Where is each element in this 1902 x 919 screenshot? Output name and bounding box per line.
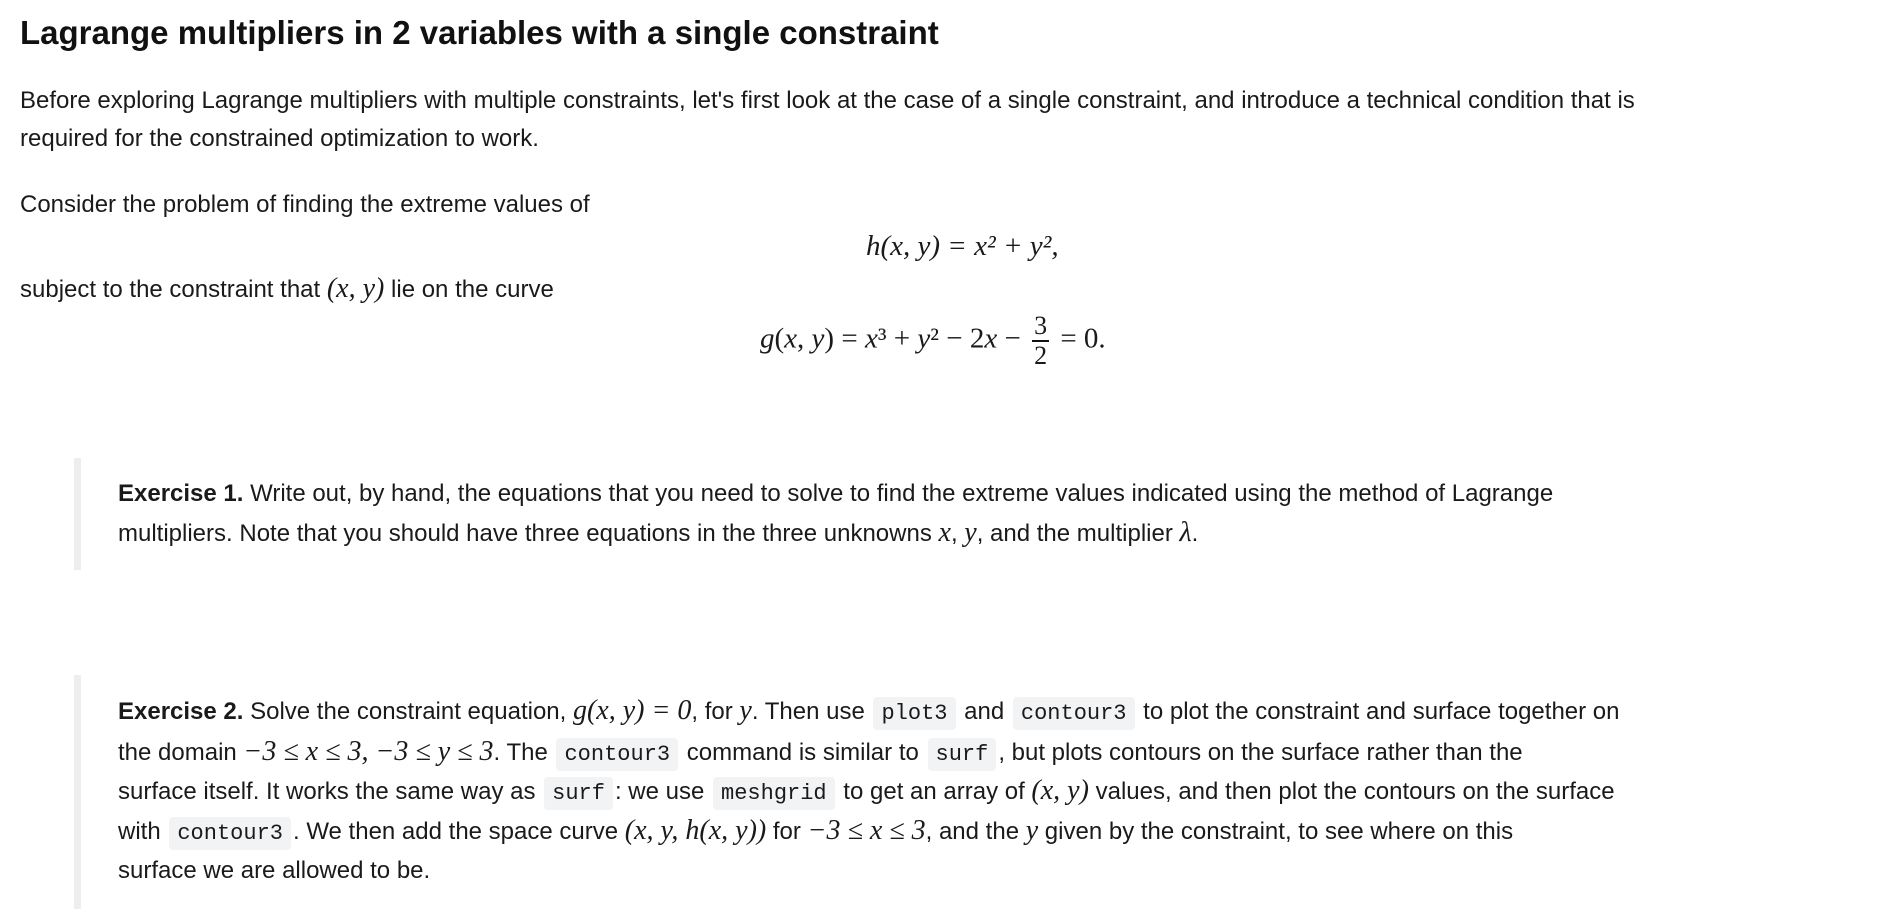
inline-code: plot3 xyxy=(873,697,955,730)
text-segment: . The xyxy=(493,739,555,766)
text-segment: , and the xyxy=(925,818,1026,845)
inline-code: surf xyxy=(928,738,997,771)
text-segment: , for xyxy=(691,698,740,725)
text-segment: given by the constraint, to see where on this xyxy=(1038,818,1514,845)
text-segment: , xyxy=(950,520,965,547)
inline-math: x xyxy=(938,517,951,548)
exercise-label: Exercise 2. xyxy=(118,698,244,725)
text-segment: . Then use xyxy=(751,698,872,725)
equation-g-lhs: g(x, y) = x³ + y² − 2x − xyxy=(760,322,1021,355)
text-segment: with xyxy=(118,818,168,845)
inline-math: −3 ≤ x ≤ 3, −3 ≤ y ≤ 3 xyxy=(243,736,494,767)
equation-g-rhs: = 0. xyxy=(1060,322,1106,355)
text-segment: . xyxy=(1191,520,1199,547)
text-segment: to plot the constraint and surface together on xyxy=(1136,698,1620,725)
inline-math: y xyxy=(739,695,752,726)
inline-code: surf xyxy=(544,777,613,810)
text-segment: Solve the constraint equation, xyxy=(243,698,573,725)
text-segment: command is similar to xyxy=(680,739,926,766)
inline-math: −3 ≤ x ≤ 3 xyxy=(807,815,926,846)
exercise-2-line xyxy=(118,811,1513,854)
text-segment: and xyxy=(957,698,1011,725)
text-segment: to get an array of xyxy=(836,778,1032,805)
exercise-2-border xyxy=(74,675,81,909)
inline-math: λ xyxy=(1179,517,1192,548)
exercise-2-line xyxy=(118,691,1620,734)
inline-code: contour3 xyxy=(169,817,291,850)
exercise-1-line xyxy=(118,474,1553,514)
exercise-2-line xyxy=(118,771,1615,814)
inline-math: g(x, y) = 0 xyxy=(572,695,692,726)
inline-code: contour3 xyxy=(1013,697,1135,730)
exercise-1-border xyxy=(74,458,81,570)
fraction-numerator: 3 xyxy=(1034,311,1048,340)
intro-line xyxy=(20,119,539,159)
inline-math: (x, y) xyxy=(326,273,385,304)
inline-math: (x, y, h(x, y)) xyxy=(624,815,767,846)
text-segment: : we use xyxy=(614,778,712,805)
text-segment: , and the multiplier xyxy=(976,520,1180,547)
exercise-2-line xyxy=(118,732,1523,775)
page-title: Lagrange multipliers in 2 variables with a single constraint xyxy=(20,14,939,51)
inline-math: y xyxy=(1025,815,1039,846)
text-segment: subject to the constraint that xyxy=(20,276,327,303)
text-segment: Consider the problem of finding the extreme values of xyxy=(20,191,590,218)
intro-line xyxy=(20,81,1635,121)
exercise-2-line xyxy=(118,851,430,891)
text-segment: the domain xyxy=(118,739,244,766)
text-segment: required for the constrained optimization to work. xyxy=(20,125,539,152)
equation-g xyxy=(760,312,1106,370)
text-segment: surface we are allowed to be. xyxy=(118,857,431,884)
exercise-1-line xyxy=(118,513,1198,554)
inline-code: meshgrid xyxy=(713,777,835,810)
text-segment: surface itself. It works the same way as xyxy=(118,778,543,805)
text-segment: Before exploring Lagrange multipliers with multiple constraints, let's first look at the case of a single constraint, and introduce a technical condition that is xyxy=(20,87,1635,114)
text-segment: lie on the curve xyxy=(384,276,554,303)
fraction-denominator: 2 xyxy=(1034,341,1048,370)
text-segment: , but plots contours on the surface rather than the xyxy=(998,739,1523,766)
inline-code: contour3 xyxy=(556,738,678,771)
exercise-label: Exercise 1. xyxy=(118,480,244,507)
fraction xyxy=(1032,312,1049,370)
inline-math: (x, y) xyxy=(1031,775,1089,806)
text-segment: for xyxy=(766,818,808,845)
inline-math: y xyxy=(964,517,977,548)
text-segment: multipliers. Note that you should have three equations in the three unknowns xyxy=(118,520,939,547)
text-segment: . We then add the space curve xyxy=(292,818,625,845)
text-segment: values, and then plot the contours on the surface xyxy=(1088,778,1615,805)
text-segment: Write out, by hand, the equations that you need to solve to find the extreme values indicated using the method of Lagrange xyxy=(243,480,1554,507)
subject-text xyxy=(20,269,554,310)
consider-text xyxy=(20,185,590,225)
equation-h: h(x, y) = x² + y², xyxy=(866,230,1059,262)
